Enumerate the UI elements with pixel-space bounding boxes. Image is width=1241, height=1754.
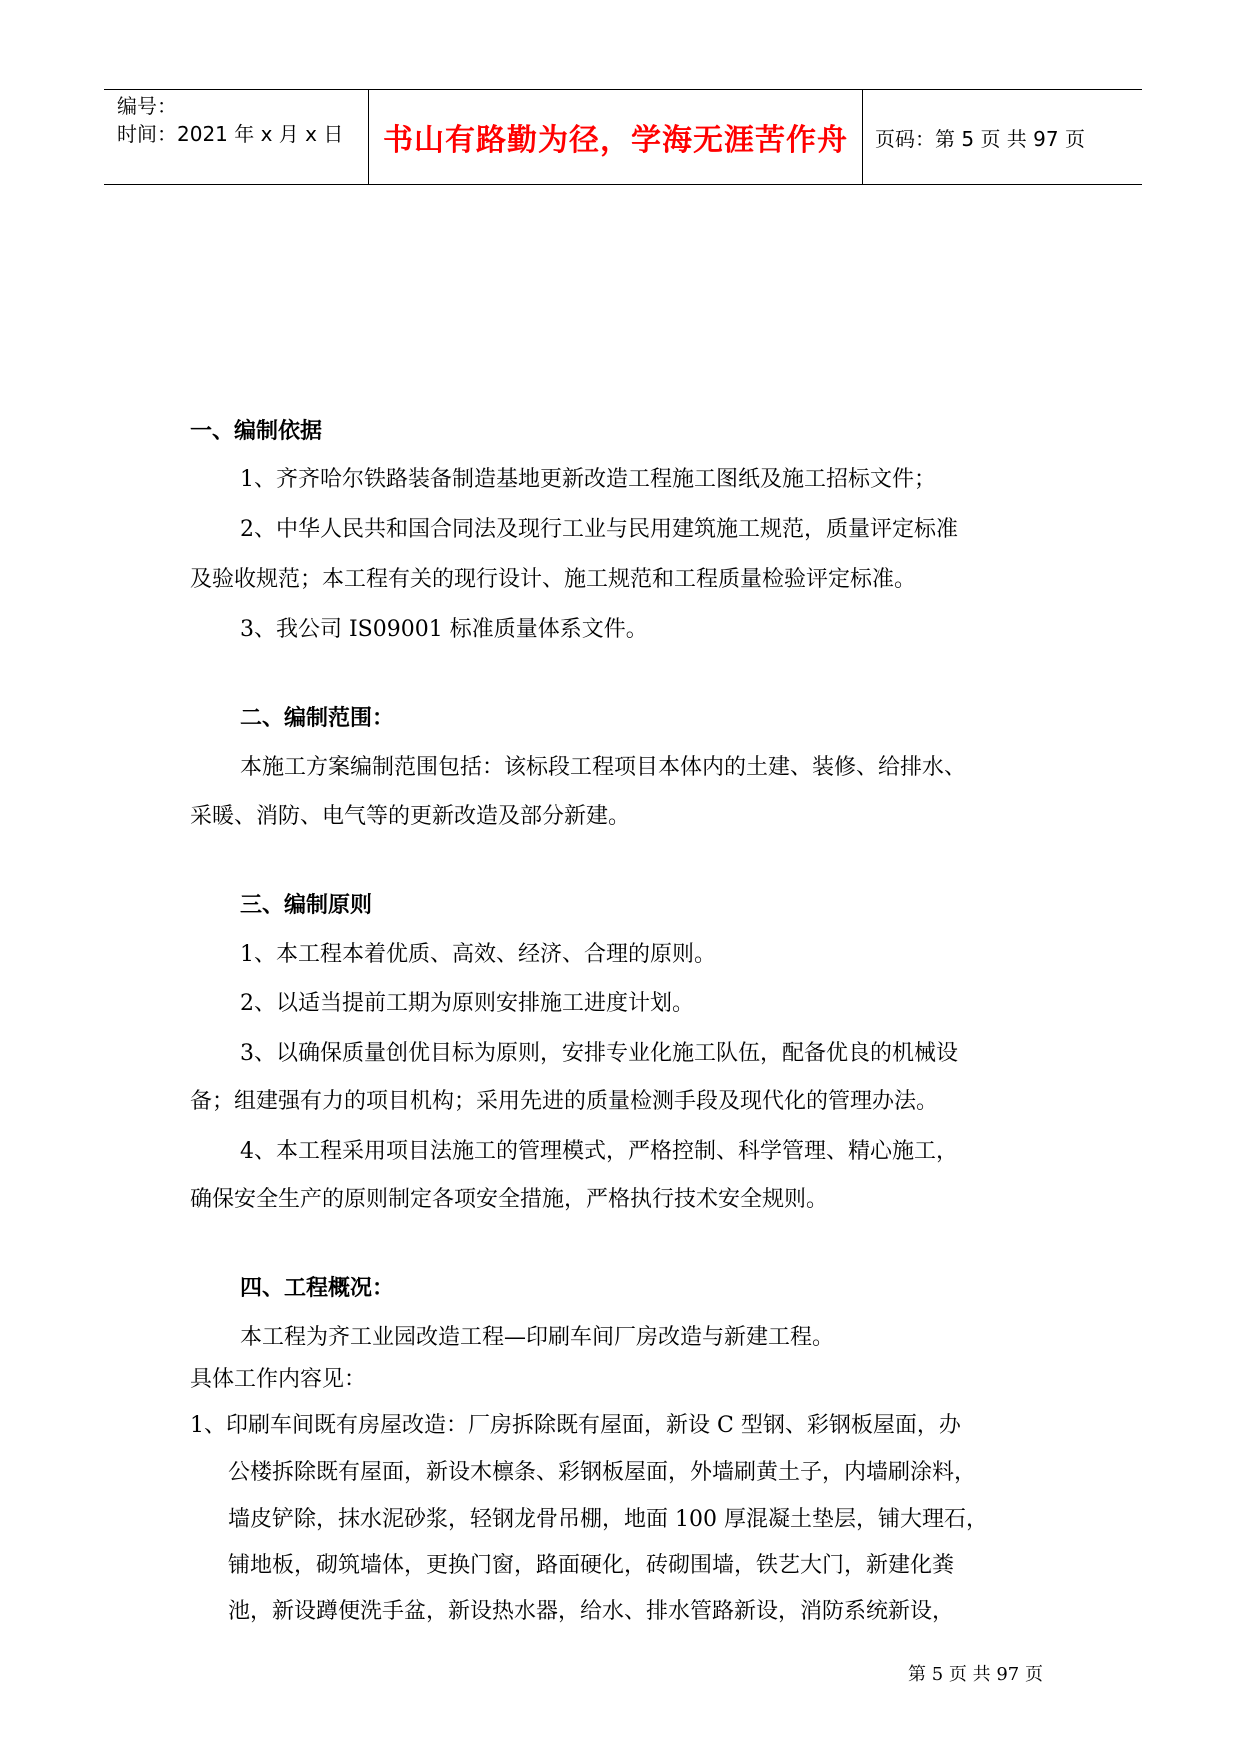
page-footer: 第 5 页 共 97 页	[908, 1664, 1043, 1685]
section-4-line-7: 池，新设蹲便洗手盆，新设热水器，给水、排水管路新设，消防系统新设，	[228, 1599, 955, 1624]
section-4-line-6: 铺地板，砌筑墙体，更换门窗，路面硬化，砖砌围墙，铁艺大门，新建化粪	[228, 1553, 955, 1578]
section-4-line-4: 公楼拆除既有屋面，新设木檩条、彩钢板屋面，外墙刷黄土子，内墙刷涂料，	[228, 1460, 977, 1485]
section-1-line-4: 3、我公司 IS09001 标准质量体系文件。	[240, 617, 648, 642]
section-4-heading: 四、工程概况：	[240, 1276, 395, 1301]
section-3-line-6: 确保安全生产的原则制定各项安全措施，严格执行技术安全规则。	[190, 1187, 829, 1212]
section-3-line-5: 4、本工程采用项目法施工的管理模式，严格控制、科学管理、精心施工，	[240, 1139, 958, 1164]
header-motto-cell	[369, 90, 863, 184]
section-3-heading: 三、编制原则	[240, 893, 373, 918]
section-4-line-3: 1、印刷车间既有房屋改造：厂房拆除既有屋面，新设 C 型钢、彩钢板屋面，办	[190, 1413, 961, 1438]
page-info: 页码：第 5 页 共 97 页	[875, 126, 1085, 151]
section-3-line-2: 2、以适当提前工期为原则安排施工进度计划。	[240, 991, 694, 1016]
section-1-line-2: 2、中华人民共和国合同法及现行工业与民用建筑施工规范，质量评定标准	[240, 517, 958, 542]
section-3-line-1: 1、本工程本着优质、高效、经济、合理的原则。	[240, 942, 716, 967]
time-label: 时间：2021 年 x 月 x 日	[117, 122, 344, 146]
section-2-line-1: 本施工方案编制范围包括：该标段工程项目本体内的土建、装修、给排水、	[240, 755, 967, 780]
section-4-line-1: 本工程为齐工业园改造工程—印刷车间厂房改造与新建工程。	[240, 1325, 835, 1350]
page-header	[104, 89, 1142, 185]
section-4-line-5: 墙皮铲除，抹水泥砂浆，轻钢龙骨吊棚，地面 100 厚混凝土垫层，铺大理石，	[228, 1507, 988, 1532]
section-1-heading: 一、编制依据	[190, 419, 323, 444]
section-2-line-2: 采暖、消防、电气等的更新改造及部分新建。	[190, 804, 631, 829]
header-meta-cell	[104, 90, 369, 184]
section-3-line-4: 备；组建强有力的项目机构；采用先进的质量检测手段及现代化的管理办法。	[190, 1089, 939, 1114]
section-2-heading: 二、编制范围：	[240, 706, 395, 731]
section-4-line-2: 具体工作内容见：	[190, 1367, 367, 1392]
section-3-line-3: 3、以确保质量创优目标为原则，安排专业化施工队伍，配备优良的机械设	[240, 1041, 958, 1066]
section-1-line-1: 1、齐齐哈尔铁路装备制造基地更新改造工程施工图纸及施工招标文件；	[240, 467, 936, 492]
header-page-cell	[863, 90, 1142, 184]
section-1-line-3: 及验收规范；本工程有关的现行设计、施工规范和工程质量检验评定标准。	[190, 567, 917, 592]
motto-text: 书山有路勤为径，学海无涯苦作舟	[383, 123, 848, 158]
serial-label: 编号：	[117, 94, 177, 118]
